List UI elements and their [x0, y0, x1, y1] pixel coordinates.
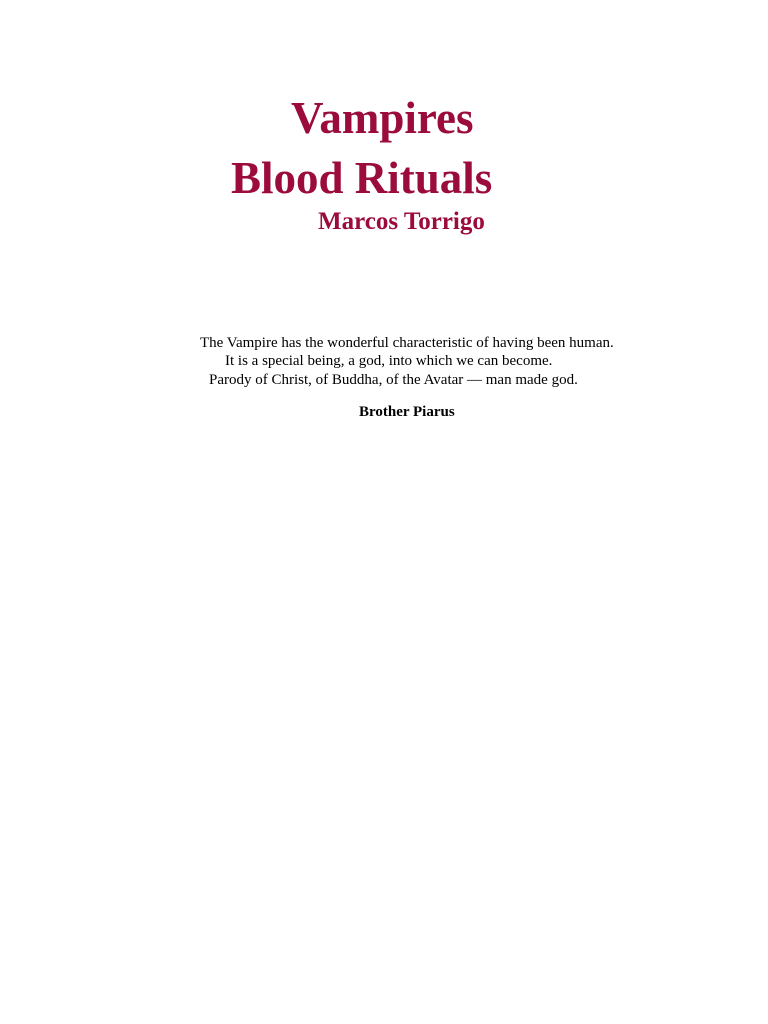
epigraph-attribution: Brother Piarus	[359, 404, 455, 420]
book-title-line-2: Blood Rituals	[231, 153, 493, 203]
epigraph-line-1: The Vampire has the wonderful characteristic of having been human.	[200, 335, 614, 351]
book-author: Marcos Torrigo	[318, 208, 485, 235]
book-title-line-1: Vampires	[291, 93, 474, 143]
epigraph-line-3: Parody of Christ, of Buddha, of the Avatar — man made god.	[209, 372, 578, 388]
epigraph-line-2: It is a special being, a god, into which we can become.	[225, 353, 553, 369]
